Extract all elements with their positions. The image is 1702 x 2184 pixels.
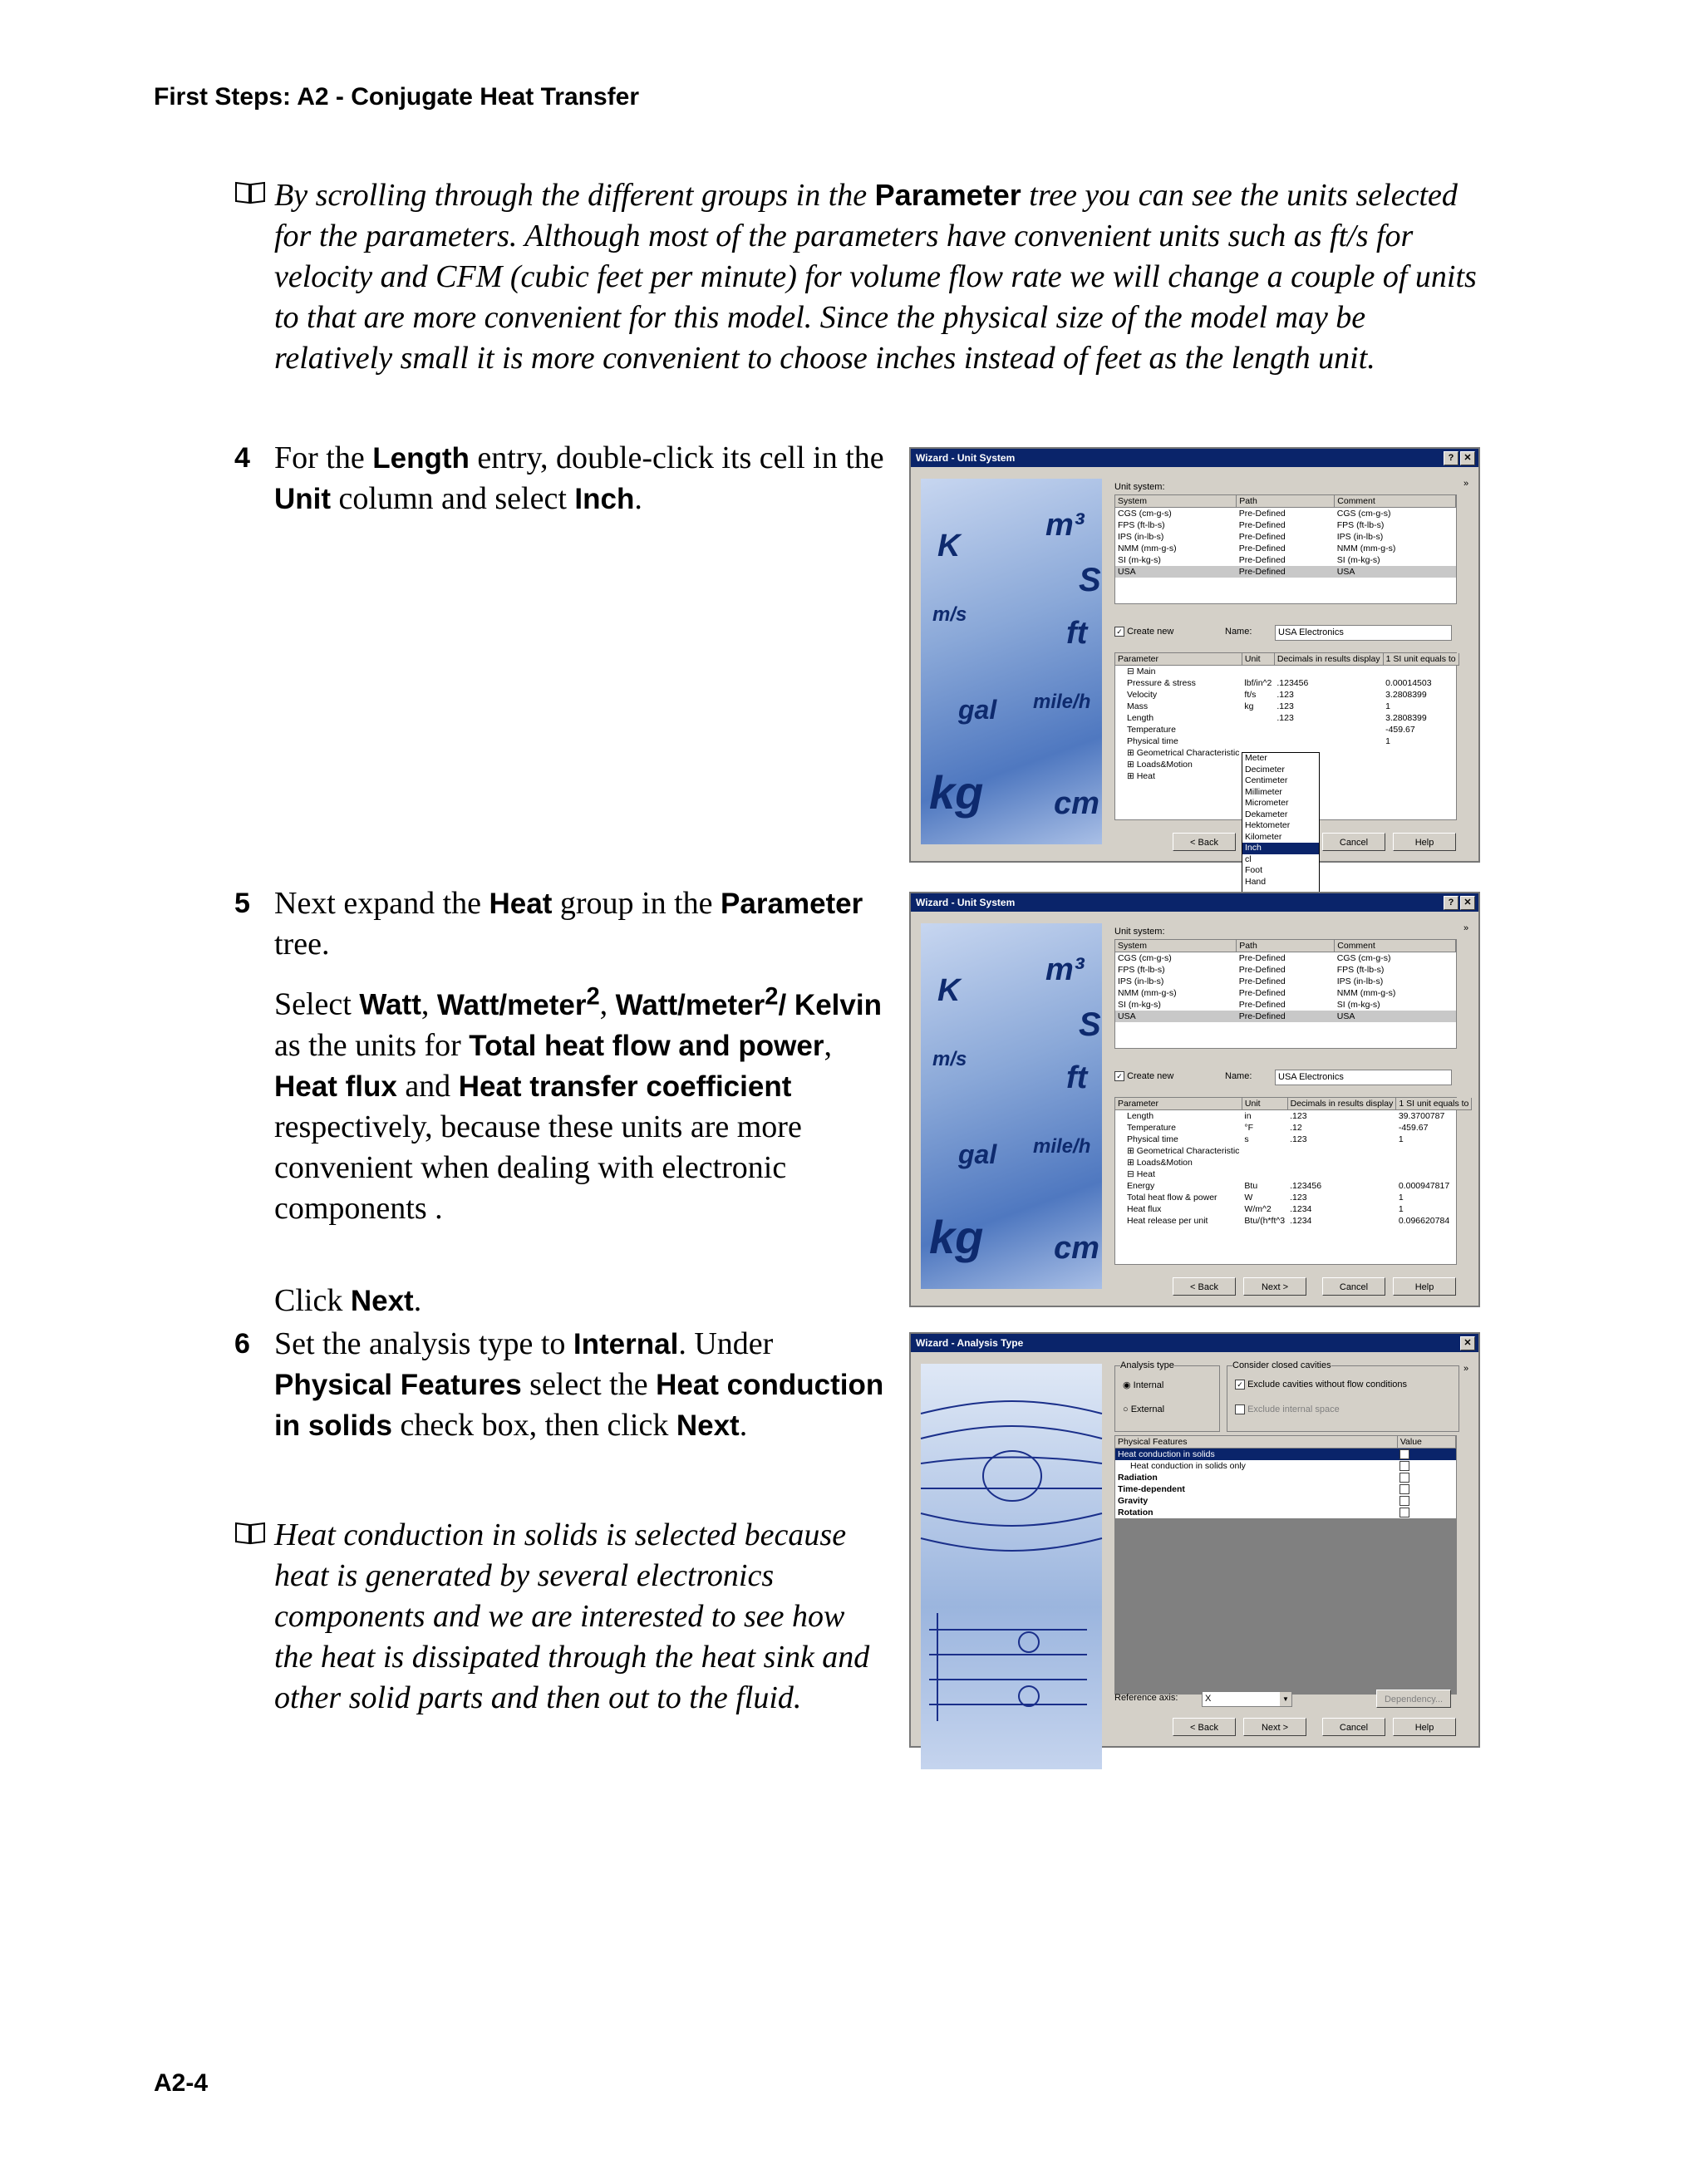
dropdown-option[interactable]: Kilometer [1245, 831, 1282, 842]
name-label: Name: [1225, 627, 1252, 637]
parameter-table[interactable]: Parameter Unit Decimals in results display 1 SI unit equals to ⊟ Main Pressure & stress lbf/in^2 .123456 0.00014503 Velocity ft/s .123 3.2808399 Mass kg .123 1 Length .123 3.2808399 Temperature -459.67 Physical time 1 ⊞ Geometrical Characteristic ⊞ Loads&Motion ⊞ Heat [1114, 652, 1457, 820]
analysis-type-group [1114, 1365, 1220, 1432]
dropdown-option[interactable]: Meter [1245, 753, 1267, 763]
step-number: 4 [234, 442, 250, 474]
step-5 [234, 883, 889, 1333]
unit-system-label: Unit system: [1114, 482, 1165, 492]
unit-system-row[interactable]: NMM (mm-g-s) Pre-Defined NMM (mm-g-s) [1118, 544, 1396, 553]
title-bar: Wizard - Analysis Type ✕ [911, 1334, 1478, 1352]
feature-checkbox [1399, 1473, 1409, 1483]
cancel-button[interactable]: Cancel [1322, 1277, 1385, 1296]
back-button[interactable]: < Back [1173, 1718, 1236, 1736]
dropdown-option[interactable]: Hektometer [1245, 820, 1291, 830]
step-6 [234, 1324, 889, 1458]
back-button[interactable]: < Back [1173, 1277, 1236, 1296]
help-button[interactable]: Help [1393, 1718, 1456, 1736]
dropdown-option[interactable]: Decimeter [1245, 764, 1285, 775]
parameter-row[interactable]: ⊞ Geometrical Characteristic [1127, 1146, 1240, 1156]
dropdown-option[interactable]: Foot [1245, 865, 1263, 875]
unit-system-row[interactable]: SI (m-kg-s) Pre-Defined SI (m-kg-s) [1118, 1000, 1380, 1010]
step-5-click: Click Next. [274, 1282, 422, 1318]
step-6-text: Set the analysis type to Internal. Under Physical Features select the Heat conduction in solids check box, then click Next. [274, 1326, 884, 1443]
note1-pre: By scrolling through the different groups in the [274, 178, 875, 213]
physical-feature-row[interactable]: Radiation [1115, 1472, 1456, 1483]
step-number: 6 [234, 1328, 250, 1360]
units-illustration: K m³ S m/s ft gal mile/h kg cm [921, 923, 1102, 1289]
help-button[interactable]: Help [1393, 1277, 1456, 1296]
page-number: A2-4 [154, 2069, 209, 2097]
reference-axis-select[interactable]: X ▼ [1202, 1691, 1292, 1707]
flow-illustration [921, 1364, 1102, 1769]
back-button[interactable]: < Back [1173, 833, 1236, 851]
dropdown-option[interactable]: Dekameter [1245, 809, 1288, 819]
expand-arrow-icon[interactable]: » [1463, 923, 1469, 933]
parameter-row[interactable]: ⊟ Heat [1127, 1169, 1155, 1179]
expand-arrow-icon[interactable]: » [1463, 1364, 1469, 1374]
unit-system-row[interactable]: FPS (ft-lb-s) Pre-Defined FPS (ft-lb-s) [1118, 520, 1385, 530]
book-icon [234, 180, 266, 204]
parameter-row[interactable]: Length in .123 39.3700787 [1127, 1111, 1445, 1121]
next-button[interactable]: Next > [1243, 1277, 1306, 1296]
dropdown-option[interactable]: cl [1245, 853, 1252, 864]
reference-axis-label: Reference axis: [1114, 1693, 1178, 1703]
feature-checkbox [1399, 1496, 1409, 1506]
external-radio[interactable]: ○ External [1123, 1404, 1165, 1414]
title-bar: Wizard - Unit System ? ✕ [911, 893, 1478, 912]
parameter-row[interactable]: Physical time s .123 1 [1127, 1134, 1404, 1144]
unit-system-dialog-1 [909, 447, 1480, 887]
step-5-detail: Select Watt, Watt/meter$^2$, Watt/meter$^2$/ Kelvin as the units for Total heat flow and power, Heat flux and Heat transfer coefficient respectively, because these units are more convenient when dealing with electronic components . [274, 983, 882, 1226]
dependency-button[interactable]: Dependency... [1376, 1690, 1451, 1708]
note2-text: Heat conduction in solids is selected because heat is generated by several electronics components and we are interested to see how the heat is dissipated through the heat sink and other solid parts and then out to the fluid. [274, 1517, 870, 1715]
analysis-type-label: Analysis type [1120, 1360, 1174, 1370]
cancel-button[interactable]: Cancel [1322, 833, 1385, 851]
step-number: 5 [234, 888, 250, 919]
note1-post: tree you can see the units selected for the parameters. Although most of the parameters have convenient units such as ft/s for velocity and CFM (cubic feet per minute) for volume flow rate we will change a couple of units to that are more convenient for this model. Since the physical size of the model may be relatively small it is more convenient to choose inches instead of feet as the length unit. [274, 178, 1477, 376]
exclude-internal-checkbox[interactable]: Exclude internal space [1235, 1404, 1340, 1414]
next-button[interactable]: Next > [1243, 1718, 1306, 1736]
dropdown-option[interactable]: Centimeter [1245, 775, 1288, 785]
parameter-row[interactable]: Total heat flow & power W .123 1 [1127, 1193, 1404, 1203]
name-input[interactable]: USA Electronics [1275, 625, 1452, 641]
help-icon[interactable]: ? [1444, 451, 1459, 465]
unit-system-row[interactable]: CGS (cm-g-s) Pre-Defined CGS (cm-g-s) [1118, 509, 1391, 519]
expand-arrow-icon[interactable]: » [1463, 479, 1469, 489]
note-heat-conduction [274, 1515, 889, 1719]
dropdown-option[interactable]: Millimeter [1245, 786, 1282, 797]
cancel-button[interactable]: Cancel [1322, 1718, 1385, 1736]
parameter-row[interactable]: ⊞ Geometrical Characteristic [1127, 748, 1240, 758]
note1-bold: Parameter [874, 178, 1021, 212]
unit-system-row[interactable]: IPS (in-lb-s) Pre-Defined IPS (in-lb-s) [1118, 976, 1384, 986]
parameter-row[interactable]: Heat flux W/m^2 .1234 1 [1127, 1204, 1404, 1214]
step-5-text: Next expand the Heat group in the Parameter tree. [274, 886, 863, 962]
parameter-row[interactable]: Temperature °F .12 -459.67 [1127, 1123, 1429, 1133]
chevron-down-icon: ▼ [1280, 1692, 1291, 1706]
unit-system-row[interactable]: NMM (mm-g-s) Pre-Defined NMM (mm-g-s) [1118, 988, 1396, 998]
cavities-label: Consider closed cavities [1232, 1360, 1331, 1370]
help-icon[interactable]: ? [1444, 896, 1459, 910]
feature-checkbox: ✓ [1399, 1449, 1409, 1459]
dropdown-option[interactable]: Hand [1245, 876, 1267, 887]
physical-feature-row[interactable]: Heat conduction in solids ✓ [1115, 1449, 1456, 1461]
physical-feature-row[interactable]: Gravity [1115, 1495, 1456, 1507]
units-illustration: K m³ S m/s ft gal mile/h kg cm [921, 479, 1102, 844]
unit-dropdown-list[interactable] [1242, 752, 1320, 895]
create-new-checkbox[interactable]: ✓ Create new [1114, 1071, 1173, 1081]
unit-system-row[interactable]: SI (m-kg-s) Pre-Defined SI (m-kg-s) [1118, 555, 1380, 565]
parameter-row[interactable]: Pressure & stress lbf/in^2 .123456 0.00014503 [1127, 678, 1432, 688]
parameter-row[interactable]: ⊞ Loads&Motion [1127, 1158, 1193, 1168]
name-input[interactable]: USA Electronics [1275, 1070, 1452, 1085]
feature-checkbox [1399, 1461, 1409, 1471]
unit-system-row[interactable]: USA Pre-Defined USA [1115, 566, 1456, 578]
parameter-row[interactable]: ⊟ Main [1127, 667, 1156, 676]
physical-features-table[interactable]: Physical Features Value Heat conduction in solids ✓ Heat conduction in solids only Radiation Time-dependent Gravity Rotation [1114, 1435, 1457, 1695]
unit-system-row[interactable]: CGS (cm-g-s) Pre-Defined CGS (cm-g-s) [1118, 953, 1391, 963]
close-icon[interactable]: ✕ [1460, 451, 1475, 465]
dropdown-option[interactable]: Micrometer [1245, 798, 1289, 808]
parameter-row[interactable]: Length .123 3.2808399 [1127, 713, 1427, 723]
internal-radio[interactable]: ◉ Internal [1123, 1380, 1164, 1390]
unit-system-table[interactable]: System Path Comment CGS (cm-g-s) Pre-Defined CGS (cm-g-s) FPS (ft-lb-s) Pre-Defined FPS (ft-lb-s) IPS (in-lb-s) Pre-Defined IPS (in-lb-s) NMM (mm-g-s) Pre-Defined NMM (mm-g-s) SI (m-kg-s) Pre-Defined SI (m-kg-s) USA Pre-Defined USA [1114, 939, 1457, 1049]
unit-system-dialog-2 [909, 892, 1480, 1307]
analysis-type-dialog [909, 1332, 1480, 1748]
name-label: Name: [1225, 1071, 1252, 1081]
parameter-table[interactable]: Parameter Unit Decimals in results display 1 SI unit equals to Length in .123 39.3700787 Temperature °F .12 -459.67 Physical time s .123 1 ⊞ Geometrical Characteristic ⊞ Loads&Motion ⊟ Heat Energy Btu .123456 0.000947817 Total heat flow & power W .123 1 Heat flux W/m^2 .1234 1 Heat release per unit Btu/(h*ft^3 .1234 0.096620784 [1114, 1097, 1457, 1265]
parameter-row[interactable]: Physical time 1 [1127, 736, 1390, 746]
book-icon [234, 1520, 266, 1545]
unit-system-table[interactable]: System Path Comment CGS (cm-g-s) Pre-Defined CGS (cm-g-s) FPS (ft-lb-s) Pre-Defined FPS (ft-lb-s) IPS (in-lb-s) Pre-Defined IPS (in-lb-s) NMM (mm-g-s) Pre-Defined NMM (mm-g-s) SI (m-kg-s) Pre-Defined SI (m-kg-s) USA Pre-Defined USA [1114, 494, 1457, 604]
parameter-row[interactable]: Mass kg .123 1 [1127, 701, 1390, 711]
feature-checkbox [1399, 1484, 1409, 1494]
unit-system-row[interactable]: FPS (ft-lb-s) Pre-Defined FPS (ft-lb-s) [1118, 965, 1385, 975]
physical-feature-row[interactable]: Time-dependent [1115, 1483, 1456, 1495]
help-button[interactable]: Help [1393, 833, 1456, 851]
physical-feature-row[interactable]: Rotation [1115, 1507, 1456, 1518]
physical-feature-row[interactable]: Heat conduction in solids only [1115, 1460, 1456, 1472]
parameter-row[interactable]: Energy Btu .123456 0.000947817 [1127, 1181, 1450, 1191]
step-4 [234, 438, 889, 531]
title-bar: Wizard - Unit System ? ✕ [911, 449, 1478, 467]
unit-system-row[interactable]: USA Pre-Defined USA [1115, 1011, 1456, 1022]
close-icon[interactable]: ✕ [1460, 1336, 1475, 1350]
feature-checkbox [1399, 1508, 1409, 1517]
dropdown-option[interactable]: Inch [1242, 843, 1319, 854]
running-header: First Steps: A2 - Conjugate Heat Transfer [154, 83, 640, 111]
unit-system-row[interactable]: IPS (in-lb-s) Pre-Defined IPS (in-lb-s) [1118, 532, 1384, 542]
unit-system-label: Unit system: [1114, 927, 1165, 937]
step-4-text: For the Length entry, double-click its cell in the Unit column and select Inch. [274, 440, 884, 516]
note-scrolling [274, 175, 1488, 379]
cavities-group [1227, 1365, 1459, 1432]
create-new-checkbox[interactable]: ✓ Create new [1114, 627, 1173, 637]
parameter-row[interactable]: Heat release per unit Btu/(h*ft^3 .1234 0.096620784 [1127, 1216, 1450, 1226]
parameter-row[interactable]: ⊞ Heat [1127, 771, 1155, 781]
exclude-cavities-checkbox[interactable]: ✓ Exclude cavities without flow conditions [1235, 1380, 1407, 1390]
parameter-row[interactable]: Temperature -459.67 [1127, 725, 1415, 735]
close-icon[interactable]: ✕ [1460, 896, 1475, 910]
parameter-row[interactable]: Velocity ft/s .123 3.2808399 [1127, 690, 1427, 700]
parameter-row[interactable]: ⊞ Loads&Motion [1127, 760, 1193, 770]
